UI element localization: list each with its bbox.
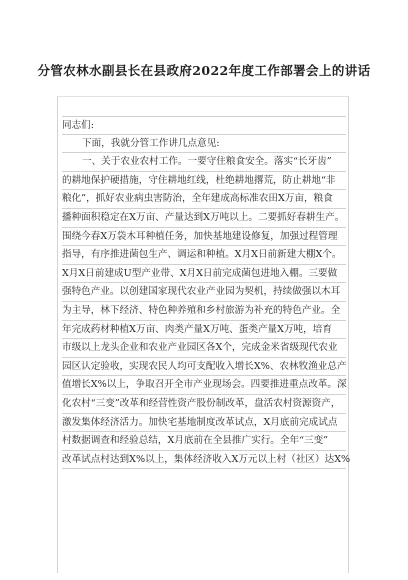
paragraph-line: 指导，有序推进菌包生产、调运和种植。X月X日前新建大棚X个。 — [62, 246, 346, 265]
paragraph-line: 园区认定验收，实现农民人均可支配收入增长X%、农林牧渔业总产 — [62, 358, 346, 377]
paragraph-line: X月X日前建成U型产业带、X月X日前完成菌包进地入棚。三要做 — [62, 265, 346, 284]
paragraph-line: 激发集体经济活力。加快宅基地制度改革试点，X月底前完成试点 — [62, 414, 346, 433]
paragraph-line: 化农村“三变”改革和经营性资产股份制改革，盘活农村资源资产， — [62, 395, 346, 414]
paragraph-line: 村数据调查和经验总结，X月底前在全县推广实行。全年“三变” — [62, 432, 346, 451]
paragraph-line: 粮化”，抓好农业病虫害防治，全年建成高标准农田X万亩，粮食 — [62, 190, 346, 209]
paragraph-line: 市级以上龙头企业和农业产业园区各X个，完成金米省级现代农业 — [62, 339, 346, 358]
paragraph-line: 为主导，林下经济、特色种养殖和乡村旅游为补充的特色产业。全 — [62, 302, 346, 321]
paragraph-line: 播种面积稳定在X万亩、产量达到X万吨以上。二要抓好春耕生产。 — [62, 209, 346, 228]
paragraph-line: 值增长X%以上，争取召开全市产业现场会。四要推进重点改革。深 — [62, 376, 346, 395]
paragraph-line: 一、关于农业农村工作。一要守住粮食安全。落实“长牙齿” — [62, 153, 346, 172]
paragraph-line: 强特色产业。以创建国家现代农业产业园为契机，持续做强以木耳 — [62, 283, 346, 302]
paragraph-line: 的耕地保护硬措施，守住耕地红线，杜绝耕地撂荒，防止耕地“非 — [62, 172, 346, 191]
paragraph-line: 下面，我就分管工作讲几点意见: — [62, 135, 346, 154]
paragraph-line: 围绕今春X万袋木耳种植任务，加快基地建设修复，加强过程管理 — [62, 228, 346, 247]
paragraph-line: 改革试点村达到X%以上，集体经济收入X万元以上村（社区）达X% — [62, 451, 346, 470]
document-body — [62, 116, 351, 469]
salutation: 同志们: — [62, 116, 346, 135]
document-title: 分管农林水副县长在县政府2022年度工作部署会上的讲话 — [37, 63, 371, 78]
paragraph-line: 年完成药材种植X万亩、肉类产量X万吨、蛋类产量X万吨，培育 — [62, 321, 346, 340]
